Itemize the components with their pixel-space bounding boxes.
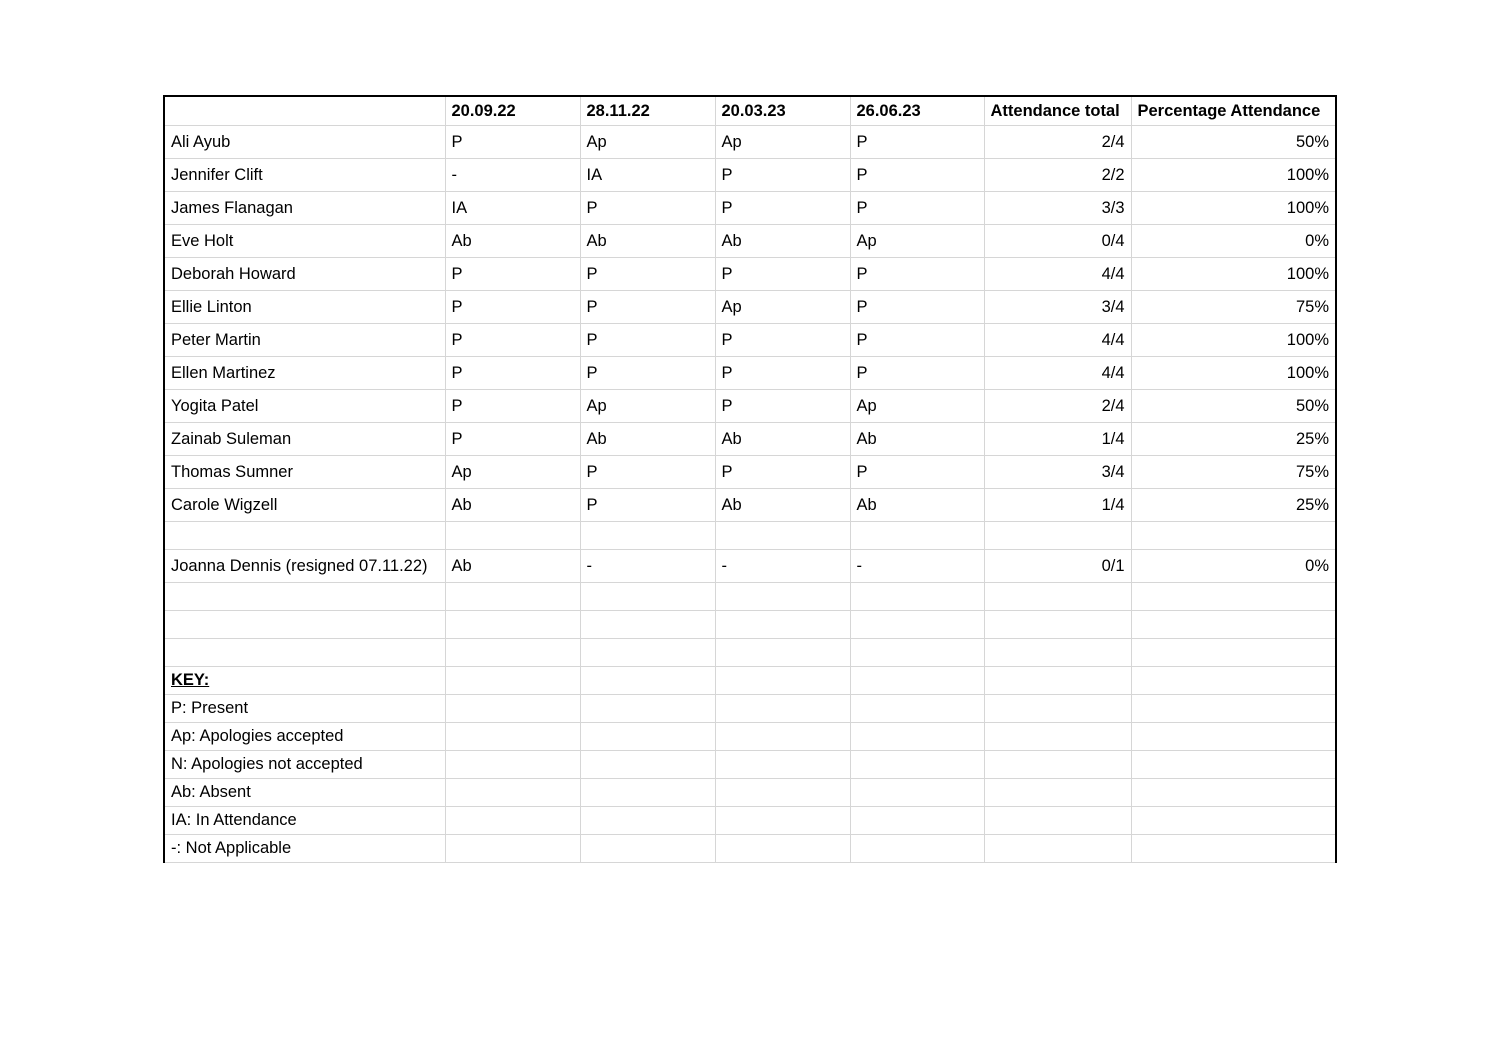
attendance-mark: P (850, 324, 984, 357)
empty-cell (850, 723, 984, 751)
empty-cell (1131, 522, 1336, 550)
empty-cell (164, 522, 445, 550)
empty-cell (715, 835, 850, 863)
attendance-mark: - (715, 550, 850, 583)
key-item-row (164, 695, 1336, 723)
member-row (164, 423, 1336, 456)
key-item: P: Present (164, 695, 445, 723)
attendance-mark: P (445, 357, 580, 390)
key-title-row (164, 667, 1336, 695)
attendance-percentage: 75% (1131, 456, 1336, 489)
attendance-percentage: 0% (1131, 550, 1336, 583)
empty-cell (1131, 723, 1336, 751)
empty-cell (984, 611, 1131, 639)
attendance-mark: P (445, 258, 580, 291)
empty-cell (715, 667, 850, 695)
attendance-total: 2/4 (984, 126, 1131, 159)
attendance-percentage: 100% (1131, 258, 1336, 291)
empty-cell (850, 522, 984, 550)
attendance-mark: Ab (850, 489, 984, 522)
empty-cell (580, 835, 715, 863)
empty-cell (580, 751, 715, 779)
attendance-mark: P (445, 324, 580, 357)
attendance-mark: P (850, 357, 984, 390)
attendance-total: 3/4 (984, 456, 1131, 489)
attendance-mark: Ab (580, 225, 715, 258)
attendance-total: 2/4 (984, 390, 1131, 423)
attendance-mark: Ab (850, 423, 984, 456)
empty-cell (850, 583, 984, 611)
attendance-mark: Ab (715, 423, 850, 456)
empty-row (164, 611, 1336, 639)
key-item-row (164, 723, 1336, 751)
attendance-total: 0/4 (984, 225, 1131, 258)
attendance-mark: P (715, 357, 850, 390)
attendance-percentage: 25% (1131, 489, 1336, 522)
attendance-mark: P (850, 291, 984, 324)
empty-cell (580, 583, 715, 611)
empty-cell (984, 522, 1131, 550)
key-item: N: Apologies not accepted (164, 751, 445, 779)
key-item: Ap: Apologies accepted (164, 723, 445, 751)
attendance-total: 4/4 (984, 258, 1131, 291)
attendance-percentage: 25% (1131, 423, 1336, 456)
attendance-mark: - (580, 550, 715, 583)
empty-cell (580, 522, 715, 550)
attendance-mark: Ap (850, 225, 984, 258)
attendance-mark: P (715, 324, 850, 357)
attendance-mark: P (850, 126, 984, 159)
member-name: Ali Ayub (164, 126, 445, 159)
empty-cell (850, 639, 984, 667)
empty-cell (850, 611, 984, 639)
empty-cell (580, 611, 715, 639)
member-name: Zainab Suleman (164, 423, 445, 456)
attendance-percentage: 100% (1131, 357, 1336, 390)
attendance-mark: Ap (715, 126, 850, 159)
empty-cell (445, 835, 580, 863)
member-name: Ellie Linton (164, 291, 445, 324)
empty-cell (445, 522, 580, 550)
empty-cell (850, 695, 984, 723)
empty-cell (715, 751, 850, 779)
member-name: Carole Wigzell (164, 489, 445, 522)
attendance-percentage: 50% (1131, 126, 1336, 159)
empty-cell (1131, 695, 1336, 723)
empty-cell (164, 583, 445, 611)
member-row (164, 456, 1336, 489)
empty-cell (984, 723, 1131, 751)
attendance-mark: P (580, 258, 715, 291)
member-name: Jennifer Clift (164, 159, 445, 192)
member-name: Joanna Dennis (resigned 07.11.22) (164, 550, 445, 583)
empty-cell (984, 639, 1131, 667)
empty-cell (445, 779, 580, 807)
member-name: James Flanagan (164, 192, 445, 225)
empty-cell (984, 751, 1131, 779)
attendance-mark: P (580, 456, 715, 489)
member-row (164, 489, 1336, 522)
member-row (164, 126, 1336, 159)
member-row (164, 291, 1336, 324)
empty-cell (445, 751, 580, 779)
member-row (164, 324, 1336, 357)
attendance-mark: P (850, 456, 984, 489)
header-date-1: 20.09.22 (445, 96, 580, 126)
attendance-mark: P (715, 192, 850, 225)
empty-cell (580, 779, 715, 807)
attendance-mark: Ap (850, 390, 984, 423)
attendance-mark: P (580, 291, 715, 324)
empty-cell (850, 835, 984, 863)
attendance-mark: P (445, 390, 580, 423)
member-row (164, 258, 1336, 291)
attendance-mark: Ap (580, 126, 715, 159)
attendance-total: 4/4 (984, 324, 1131, 357)
empty-cell (715, 695, 850, 723)
empty-cell (580, 667, 715, 695)
empty-cell (715, 522, 850, 550)
attendance-mark: P (445, 291, 580, 324)
header-row (164, 96, 1336, 126)
attendance-total: 3/4 (984, 291, 1131, 324)
key-title: KEY: (164, 667, 445, 695)
attendance-total: 1/4 (984, 423, 1131, 456)
empty-cell (445, 695, 580, 723)
empty-cell (445, 807, 580, 835)
attendance-mark: P (580, 489, 715, 522)
attendance-mark: P (715, 456, 850, 489)
attendance-mark: P (445, 126, 580, 159)
attendance-percentage: 100% (1131, 159, 1336, 192)
key-item-row (164, 751, 1336, 779)
member-row (164, 550, 1336, 583)
attendance-total: 2/2 (984, 159, 1131, 192)
attendance-mark: P (715, 159, 850, 192)
header-date-4: 26.06.23 (850, 96, 984, 126)
empty-cell (984, 583, 1131, 611)
attendance-mark: P (715, 390, 850, 423)
attendance-mark: P (580, 357, 715, 390)
empty-cell (580, 723, 715, 751)
empty-cell (984, 807, 1131, 835)
attendance-mark: Ab (715, 225, 850, 258)
member-name: Peter Martin (164, 324, 445, 357)
empty-cell (164, 639, 445, 667)
empty-cell (1131, 807, 1336, 835)
header-percentage-attendance: Percentage Attendance (1131, 96, 1336, 126)
attendance-total: 1/4 (984, 489, 1131, 522)
empty-cell (445, 723, 580, 751)
empty-cell (445, 611, 580, 639)
attendance-percentage: 100% (1131, 192, 1336, 225)
empty-cell (715, 779, 850, 807)
attendance-mark: P (715, 258, 850, 291)
member-row (164, 390, 1336, 423)
attendance-percentage: 0% (1131, 225, 1336, 258)
empty-cell (580, 639, 715, 667)
attendance-mark: Ab (580, 423, 715, 456)
empty-cell (445, 583, 580, 611)
key-item-row (164, 807, 1336, 835)
empty-row (164, 639, 1336, 667)
header-attendance-total: Attendance total (984, 96, 1131, 126)
member-name: Ellen Martinez (164, 357, 445, 390)
attendance-mark: P (850, 258, 984, 291)
member-name: Thomas Sumner (164, 456, 445, 489)
attendance-percentage: 100% (1131, 324, 1336, 357)
header-date-3: 20.03.23 (715, 96, 850, 126)
empty-cell (715, 611, 850, 639)
attendance-mark: IA (445, 192, 580, 225)
empty-cell (715, 807, 850, 835)
empty-cell (984, 835, 1131, 863)
empty-cell (580, 807, 715, 835)
attendance-mark: Ap (445, 456, 580, 489)
attendance-percentage: 50% (1131, 390, 1336, 423)
key-item: IA: In Attendance (164, 807, 445, 835)
empty-cell (715, 639, 850, 667)
member-row (164, 357, 1336, 390)
member-row (164, 192, 1336, 225)
empty-cell (1131, 667, 1336, 695)
attendance-mark: Ab (715, 489, 850, 522)
header-date-2: 28.11.22 (580, 96, 715, 126)
attendance-mark: Ab (445, 489, 580, 522)
empty-cell (1131, 835, 1336, 863)
attendance-mark: Ab (445, 550, 580, 583)
empty-cell (1131, 779, 1336, 807)
empty-cell (984, 779, 1131, 807)
member-name: Yogita Patel (164, 390, 445, 423)
empty-cell (164, 611, 445, 639)
attendance-mark: P (850, 159, 984, 192)
attendance-total: 4/4 (984, 357, 1131, 390)
attendance-total: 0/1 (984, 550, 1131, 583)
attendance-mark: P (445, 423, 580, 456)
empty-cell (580, 695, 715, 723)
empty-cell (1131, 639, 1336, 667)
empty-cell (1131, 611, 1336, 639)
empty-cell (1131, 583, 1336, 611)
attendance-total: 3/3 (984, 192, 1131, 225)
attendance-mark: IA (580, 159, 715, 192)
empty-cell (445, 639, 580, 667)
attendance-mark: P (850, 192, 984, 225)
empty-cell (850, 751, 984, 779)
member-row (164, 159, 1336, 192)
key-item: Ab: Absent (164, 779, 445, 807)
empty-cell (850, 667, 984, 695)
empty-cell (715, 723, 850, 751)
attendance-percentage: 75% (1131, 291, 1336, 324)
empty-cell (715, 583, 850, 611)
empty-row (164, 522, 1336, 550)
key-item: -: Not Applicable (164, 835, 445, 863)
member-name: Deborah Howard (164, 258, 445, 291)
attendance-mark: Ap (580, 390, 715, 423)
empty-cell (850, 807, 984, 835)
key-item-row (164, 779, 1336, 807)
header-name-cell (164, 96, 445, 126)
empty-cell (445, 667, 580, 695)
member-row (164, 225, 1336, 258)
empty-cell (1131, 751, 1336, 779)
attendance-mark: - (445, 159, 580, 192)
key-item-row (164, 835, 1336, 863)
attendance-mark: P (580, 324, 715, 357)
empty-cell (850, 779, 984, 807)
attendance-mark: Ap (715, 291, 850, 324)
attendance-mark: P (580, 192, 715, 225)
empty-cell (984, 667, 1131, 695)
attendance-mark: Ab (445, 225, 580, 258)
member-name: Eve Holt (164, 225, 445, 258)
empty-cell (984, 695, 1131, 723)
attendance-mark: - (850, 550, 984, 583)
empty-row (164, 583, 1336, 611)
attendance-table (163, 95, 1337, 863)
